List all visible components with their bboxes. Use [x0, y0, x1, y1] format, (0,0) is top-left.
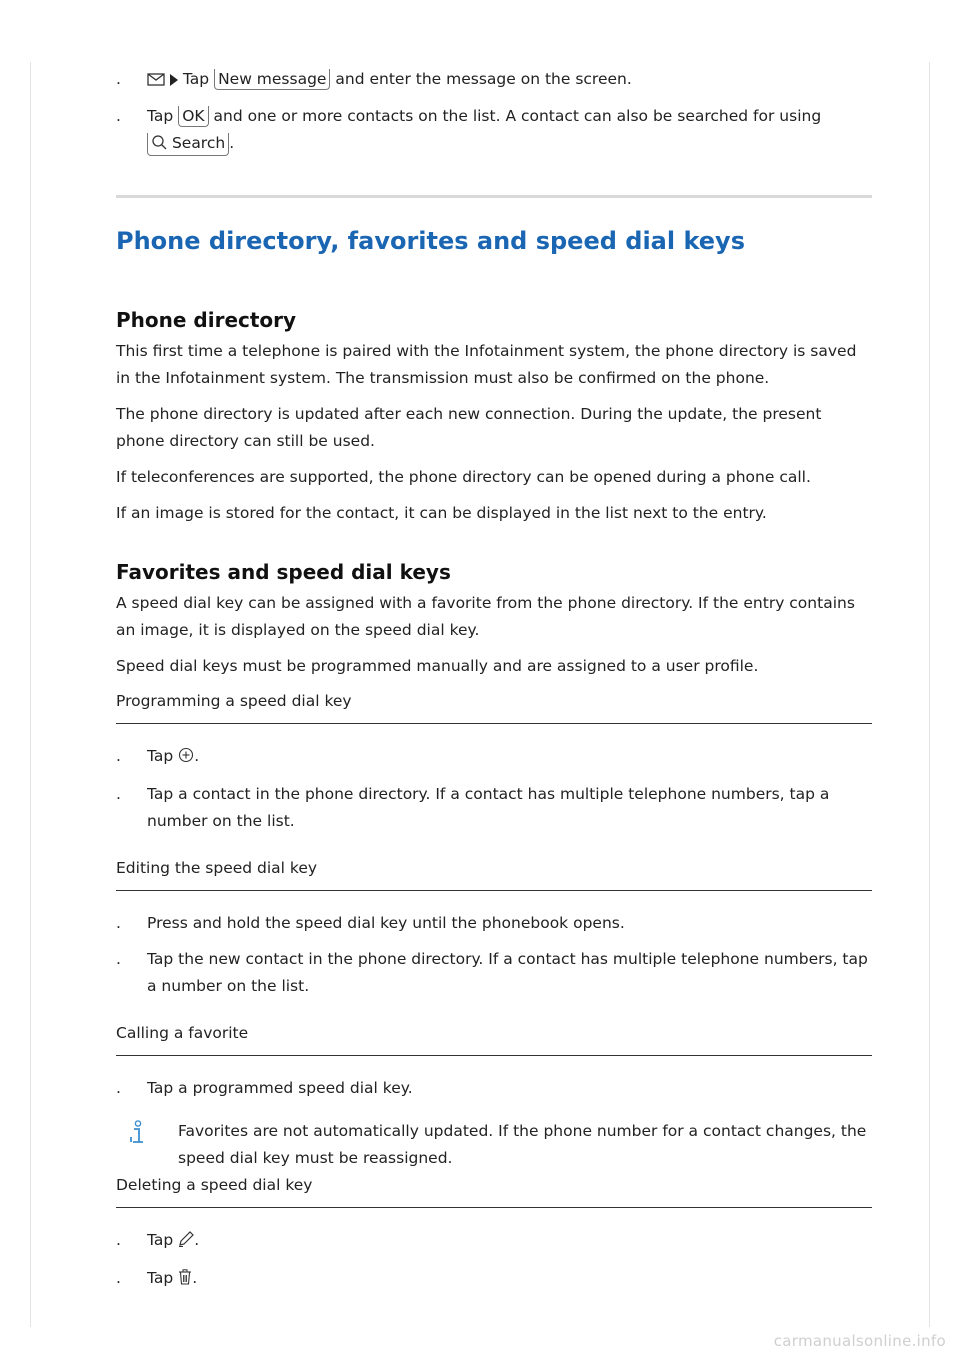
- step-end: .: [194, 747, 200, 765]
- subsection-rule: [116, 1207, 872, 1208]
- bullet: .: [116, 950, 121, 968]
- paragraph: The phone directory is updated after each new connection. During the update, the present phone directory can still be used.: [116, 405, 822, 450]
- step-tap-speed-dial: [116, 1075, 872, 1102]
- bullet: .: [116, 914, 121, 932]
- search-icon: [151, 134, 167, 155]
- phone-directory-heading: Phone directory: [116, 308, 297, 332]
- step-tap-delete: [116, 1265, 872, 1294]
- bullet: .: [116, 785, 121, 803]
- step-end: .: [194, 1231, 200, 1249]
- pencil-icon: [178, 1229, 194, 1256]
- calling-title: Calling a favorite: [116, 1024, 249, 1042]
- search-key: [147, 133, 229, 156]
- left-margin-line: [30, 62, 31, 1327]
- step-press-hold: [116, 910, 872, 937]
- paragraph: This first time a telephone is paired with the Infotainment system, the phone directory is saved in the Infotainment system. The transmission must also be confirmed on the phone.: [116, 342, 857, 387]
- editing-title: Editing the speed dial key: [116, 859, 318, 877]
- section-divider: [116, 195, 872, 198]
- step-tap-label: Tap: [147, 107, 174, 125]
- paragraph: Speed dial keys must be programmed manually and are assigned to a user profile.: [116, 657, 759, 675]
- step-tap-label: Tap: [147, 1269, 174, 1287]
- step-tap-contact: [116, 781, 872, 835]
- step-tap-label: Tap: [147, 747, 174, 765]
- paragraph: If an image is stored for the contact, it can be displayed in the list next to the entry.: [116, 504, 767, 522]
- ok-key: OK: [178, 106, 208, 127]
- step-end: .: [229, 134, 235, 152]
- new-message-key: New message: [214, 69, 330, 90]
- step-text: Tap a programmed speed dial key.: [147, 1079, 413, 1097]
- right-margin-line: [929, 62, 930, 1327]
- step-text: and one or more contacts on the list. A contact can also be searched for using: [213, 107, 822, 125]
- bullet: .: [116, 1231, 121, 1249]
- subsection-rule: [116, 1055, 872, 1056]
- subsection-rule: [116, 890, 872, 891]
- step-text: Tap the new contact in the phone directory. If a contact has multiple telephone numbers, tap a number on the list.: [147, 950, 868, 995]
- step-text: Press and hold the speed dial key until the phonebook opens.: [147, 914, 625, 932]
- bullet: .: [116, 70, 121, 88]
- info-note: [116, 1118, 872, 1172]
- plus-circle-icon: [178, 745, 194, 772]
- info-icon: [130, 1120, 146, 1155]
- step-ok-contacts: [116, 103, 872, 157]
- favorites-heading: Favorites and speed dial keys: [116, 560, 451, 584]
- step-end: .: [192, 1269, 198, 1287]
- arrow-right-icon: [170, 68, 178, 95]
- page-content: [116, 62, 872, 1294]
- step-tap-label: Tap: [147, 1231, 174, 1249]
- step-tap-edit: [116, 1227, 872, 1256]
- section-title: Phone directory, favorites and speed dial keys: [116, 227, 745, 255]
- bullet: .: [116, 1269, 121, 1287]
- subsection-rule: [116, 723, 872, 724]
- search-key-label: Search: [171, 134, 226, 152]
- programming-title: Programming a speed dial key: [116, 692, 352, 710]
- trash-icon: [178, 1267, 192, 1294]
- watermark: carmanualsonline.info: [773, 1332, 946, 1350]
- note-text: Favorites are not automatically updated. If the phone number for a contact changes, the speed dial key must be reassigned.: [178, 1122, 867, 1167]
- step-tap-plus: [116, 743, 872, 772]
- step-text: and enter the message on the screen.: [335, 70, 632, 88]
- step-text: Tap a contact in the phone directory. If a contact has multiple telephone numbers, tap a number on the list.: [147, 785, 830, 830]
- paragraph: A speed dial key can be assigned with a favorite from the phone directory. If the entry contains an image, it is displayed on the speed dial key.: [116, 594, 855, 639]
- bullet: .: [116, 747, 121, 765]
- paragraph: If teleconferences are supported, the phone directory can be opened during a phone call.: [116, 468, 811, 486]
- deleting-title: Deleting a speed dial key: [116, 1176, 313, 1194]
- step-tap-label: Tap: [182, 70, 210, 88]
- envelope-icon: [147, 68, 165, 95]
- bullet: .: [116, 1079, 121, 1097]
- bullet: .: [116, 107, 121, 125]
- step-tap-new-contact: [116, 946, 872, 1000]
- step-new-message: [116, 66, 872, 95]
